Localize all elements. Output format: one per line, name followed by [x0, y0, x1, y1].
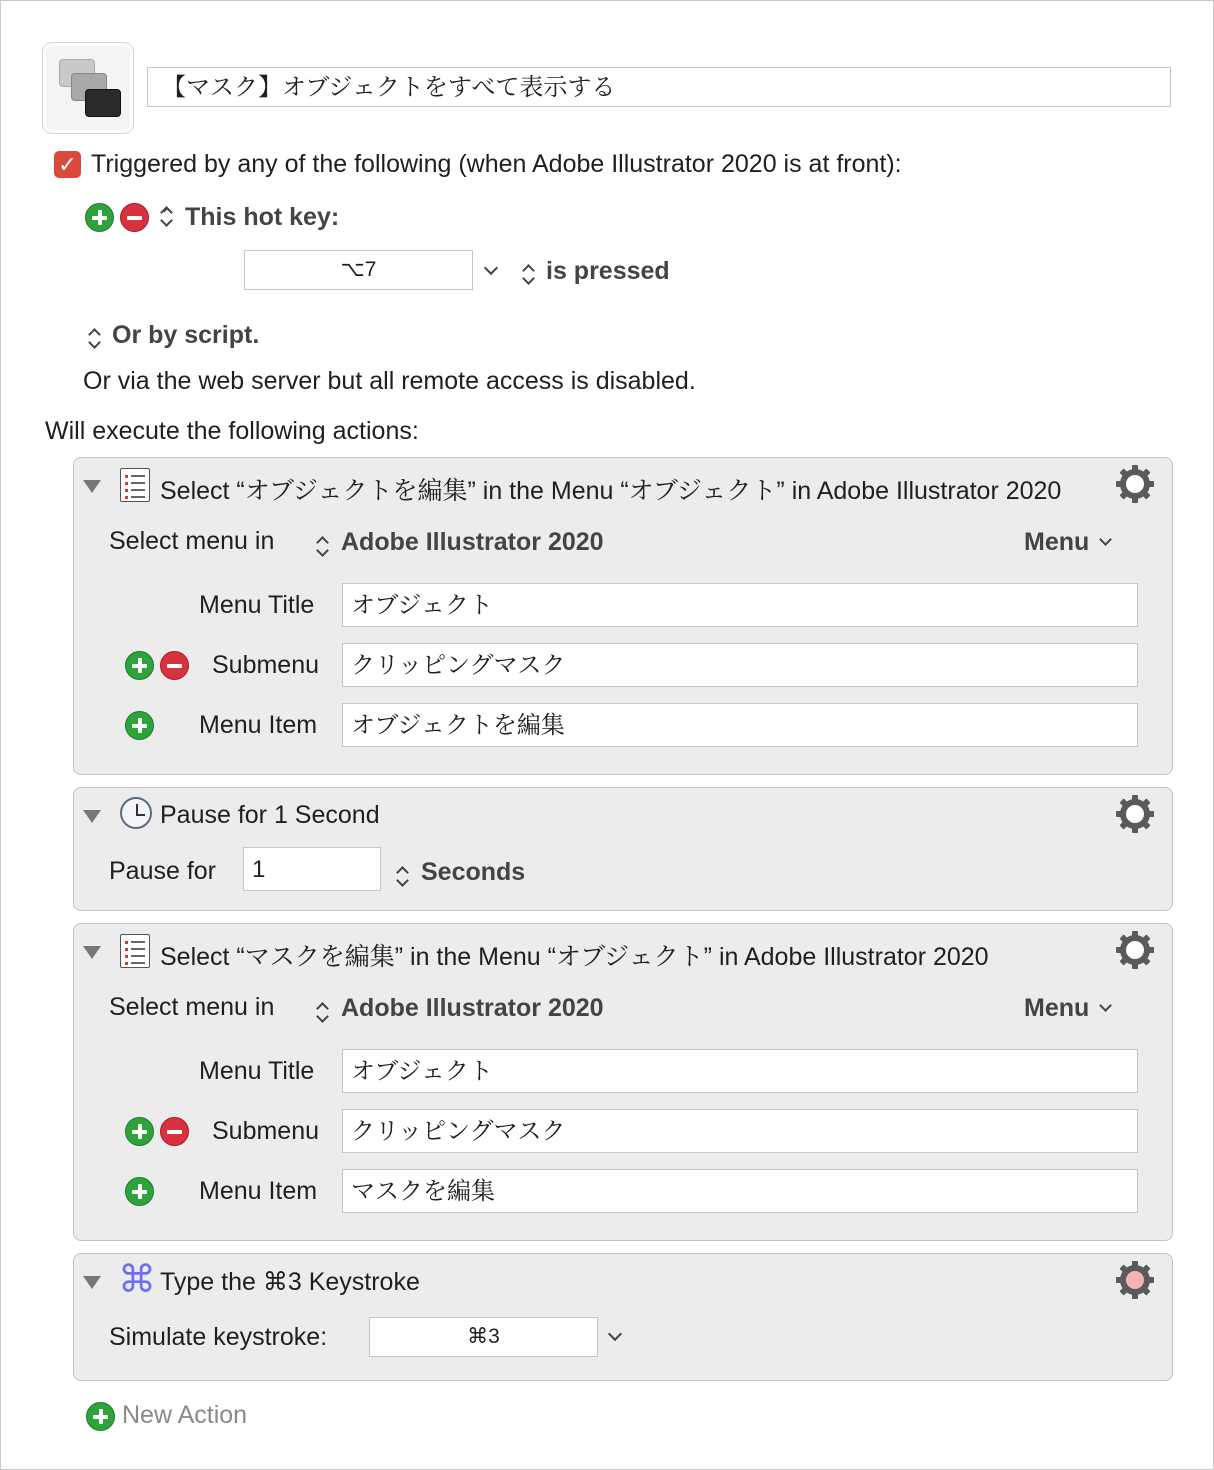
actions-heading: Will execute the following actions: [45, 417, 419, 445]
menu-item-label: Menu Item [199, 1177, 318, 1205]
menu-button[interactable]: Menu [1024, 994, 1090, 1022]
disclosure-triangle-icon[interactable] [83, 810, 101, 823]
keystroke-dropdown-chevron-icon[interactable] [608, 1327, 622, 1341]
remove-trigger-icon[interactable] [120, 203, 149, 232]
macro-icon[interactable] [42, 42, 134, 134]
add-submenu-icon[interactable] [125, 1117, 154, 1146]
menu-item-field[interactable]: オブジェクトを編集 [342, 703, 1138, 747]
add-submenu-icon[interactable] [125, 651, 154, 680]
chevron-down-icon[interactable] [1099, 533, 1112, 546]
submenu-field[interactable]: クリッピングマスク [342, 643, 1138, 687]
app-updown-icon[interactable] [316, 530, 330, 560]
action-card-pause[interactable] [73, 787, 1173, 911]
simulate-keystroke-label: Simulate keystroke: [109, 1323, 328, 1351]
app-updown-icon[interactable] [316, 996, 330, 1026]
remove-submenu-icon[interactable] [160, 651, 189, 680]
action-title: Pause for 1 Second [160, 801, 380, 829]
disclosure-triangle-icon[interactable] [83, 946, 101, 959]
script-trigger-label[interactable]: Or by script. [112, 321, 260, 349]
unit-updown-icon[interactable] [396, 860, 410, 890]
chevron-down-icon[interactable] [1099, 999, 1112, 1012]
disclosure-triangle-icon[interactable] [83, 480, 101, 493]
window-stack-icon-front [85, 89, 121, 117]
menu-button[interactable]: Menu [1024, 528, 1090, 556]
select-menu-label: Select menu in [109, 993, 275, 1021]
command-key-icon: ⌘ [118, 1259, 156, 1301]
menu-item-label: Menu Item [199, 711, 318, 739]
trigger-type-popup[interactable] [160, 200, 174, 230]
select-menu-label: Select menu in [109, 527, 275, 555]
gear-icon[interactable] [1115, 930, 1155, 970]
gear-icon[interactable] [1115, 464, 1155, 504]
submenu-label: Submenu [212, 1117, 320, 1145]
macro-name-field[interactable]: 【マスク】オブジェクトをすべて表示する [147, 67, 1171, 107]
hotkey-field[interactable]: ⌥7 [244, 250, 473, 290]
new-action-icon[interactable] [86, 1402, 115, 1431]
add-trigger-icon[interactable] [85, 203, 114, 232]
trigger-checkbox[interactable]: ✓ [54, 151, 81, 178]
action-title: Select “マスクを編集” in the Menu “オブジェクト” in Adobe Illustrator 2020 [160, 943, 989, 971]
submenu-field[interactable]: クリッピングマスク [342, 1109, 1138, 1153]
keystroke-field[interactable]: ⌘3 [369, 1317, 598, 1357]
select-menu-icon [120, 468, 150, 502]
clock-icon [120, 797, 152, 829]
gear-icon[interactable] [1115, 1260, 1155, 1300]
pause-duration-field[interactable]: 1 [243, 847, 381, 891]
add-submenu-icon[interactable] [125, 1177, 154, 1206]
action-card-select-menu-1[interactable] [73, 457, 1173, 775]
web-server-text: Or via the web server but all remote access is disabled. [83, 367, 696, 395]
script-trigger-updown-icon[interactable] [88, 322, 102, 352]
hotkey-condition-updown-icon[interactable] [522, 258, 536, 288]
action-title: Type the ⌘3 Keystroke [160, 1268, 420, 1296]
action-card-type-keystroke[interactable] [73, 1253, 1173, 1381]
menu-title-label: Menu Title [199, 1057, 315, 1085]
add-submenu-icon[interactable] [125, 711, 154, 740]
menu-title-label: Menu Title [199, 591, 315, 619]
action-title: Select “オブジェクトを編集” in the Menu “オブジェクト” in Adobe Illustrator 2020 [160, 477, 1062, 505]
hotkey-condition-popup[interactable]: is pressed [546, 257, 670, 285]
menu-title-field[interactable]: オブジェクト [342, 583, 1138, 627]
hotkey-label: This hot key: [185, 203, 340, 231]
action-card-select-menu-2[interactable] [73, 923, 1173, 1241]
submenu-label: Submenu [212, 651, 320, 679]
new-action-button[interactable]: New Action [122, 1401, 248, 1429]
pause-label: Pause for [109, 857, 217, 885]
trigger-type-updown-icon[interactable]: ⌃ [159, 205, 176, 227]
trigger-heading: Triggered by any of the following (when Adobe Illustrator 2020 is at front): [91, 150, 902, 178]
disclosure-triangle-icon[interactable] [83, 1276, 101, 1289]
menu-item-field[interactable]: マスクを編集 [342, 1169, 1138, 1213]
app-popup[interactable]: Adobe Illustrator 2020 [341, 994, 604, 1022]
select-menu-icon [120, 934, 150, 968]
app-popup[interactable]: Adobe Illustrator 2020 [341, 528, 604, 556]
unit-popup[interactable]: Seconds [421, 858, 526, 886]
remove-submenu-icon[interactable] [160, 1117, 189, 1146]
menu-title-field[interactable]: オブジェクト [342, 1049, 1138, 1093]
gear-icon[interactable] [1115, 794, 1155, 834]
